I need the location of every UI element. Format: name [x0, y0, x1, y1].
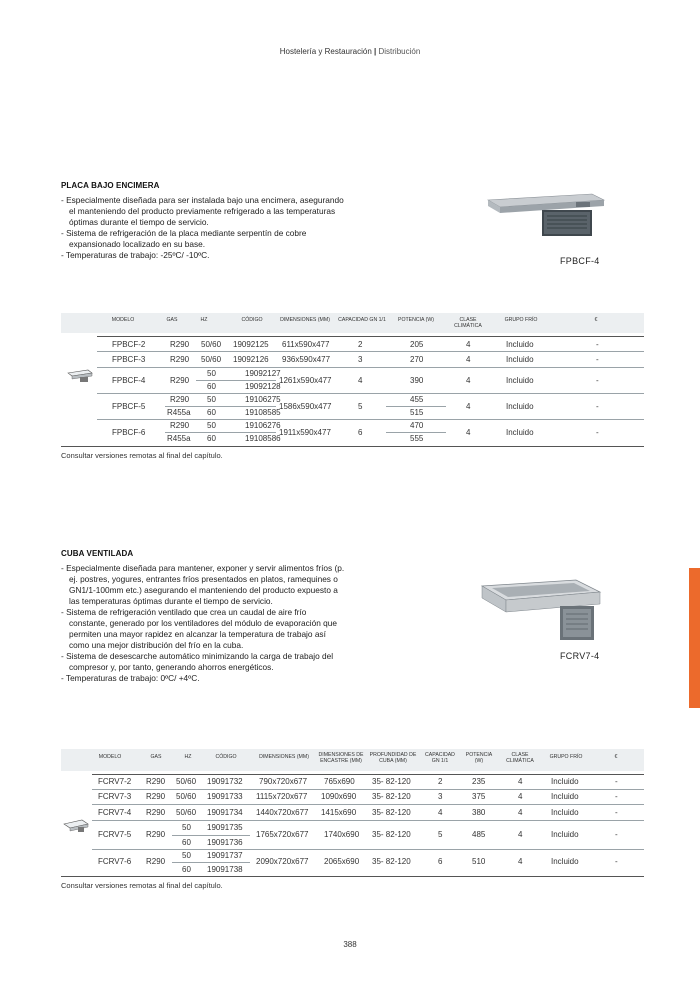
table1-subdivider: [165, 432, 276, 433]
table1-col-hz: HZ: [200, 317, 208, 323]
section1-note: Consultar versiones remotas al final del capítulo.: [61, 451, 223, 460]
table2-col-clase: CLASE CLIMÁTICA: [506, 752, 534, 764]
section2-bullet: - Especialmente diseñada para mantener, exponer y servir alimentos fríos (p. ej. postres, yogures, entrantes fríos presentados en platos, ramequines o GN1/1-100mm etc.) asegurando el manteniendo del producto expuesto a las temperaturas óptimas durante el tiempo de servicio.: [61, 563, 346, 607]
table2-cell-enc: 1740x690: [324, 830, 360, 839]
table2-cell-modelo: FCRV7-5: [98, 830, 132, 839]
section1-bullets: [61, 195, 351, 261]
table1-cell-cap: 2: [358, 340, 363, 349]
table1-cell-hz: 50: [207, 421, 216, 430]
table1-cell-clase: 4: [466, 402, 471, 411]
table1-cell-gas: R290: [170, 376, 190, 385]
table1-col-potencia: POTENCIA (W): [397, 317, 435, 323]
table1-cell-modelo: FPBCF-4: [112, 376, 146, 385]
table1-cell-dim: 1911x590x477: [279, 428, 331, 437]
table1-cell-grupo: Incluido: [506, 376, 534, 385]
table1-cell-gas: R455a: [167, 408, 191, 417]
table2-cell-pot: 380: [472, 808, 486, 817]
table1-cell-gas: R290: [170, 340, 190, 349]
table1-col-gas: GAS: [166, 317, 178, 323]
table1-cell-clase: 4: [466, 355, 471, 364]
table1-cell-grupo: Incluido: [506, 340, 534, 349]
table2-cell-codigo: 19091735: [207, 823, 243, 832]
table2-cell-dim: 2090x720x677: [256, 857, 309, 866]
table1-cell-dim: 1261x590x477: [279, 376, 332, 385]
table1-cell-gas: R290: [170, 421, 190, 430]
table1-cell-hz: 50: [207, 395, 216, 404]
table1-divider: [97, 351, 644, 352]
table1-cell-pot: 390: [410, 376, 424, 385]
fcrv7-product-image: [478, 578, 608, 648]
table2-cell-hz: 50/60: [176, 792, 197, 801]
table1-cell-dim: 936x590x477: [282, 355, 331, 364]
table2-cell-precio: -: [615, 830, 618, 839]
table2-cell-codigo: 19091733: [207, 792, 243, 801]
table2-col-encastre: DIMENSIONES DE ENCASTRE (MM): [318, 752, 364, 764]
table1-cell-codigo: 19108586: [245, 434, 281, 443]
table1-cell-pot: 455: [410, 395, 424, 404]
table2-cell-grupo: Incluido: [551, 777, 579, 786]
fpbcf-thumbnail-icon: [66, 368, 94, 384]
table2-cell-gas: R290: [146, 857, 166, 866]
table2-cell-pot: 375: [472, 792, 486, 801]
table2-cell-gas: R290: [146, 808, 166, 817]
table2-cell-grupo: Incluido: [551, 792, 579, 801]
section2-product-label: FCRV7-4: [560, 651, 600, 661]
fpbcf-product-image: [480, 190, 610, 250]
table2-divider: [92, 849, 644, 850]
table2-divider: [92, 820, 644, 821]
table2-cell-hz: 60: [182, 838, 191, 847]
header-separator: |: [374, 47, 377, 56]
table2-cell-enc: 2065x690: [324, 857, 360, 866]
fcrv7-thumbnail-icon: [62, 818, 90, 834]
table1-cell-pot: 470: [410, 421, 424, 430]
table2-cell-dim: 790x720x677: [259, 777, 308, 786]
section1-title: PLACA BAJO ENCIMERA: [61, 181, 160, 190]
table1-cell-cap: 3: [358, 355, 363, 364]
table2-cell-precio: -: [615, 777, 618, 786]
table2-cell-clase: 4: [518, 808, 523, 817]
page-number: 388: [343, 940, 357, 949]
table1-col-codigo: CÓDIGO: [241, 317, 263, 323]
table1-col-grupo: GRUPO FRÍO: [504, 317, 538, 323]
table1-cell-hz: 50/60: [201, 340, 222, 349]
table2-cell-codigo: 19091732: [207, 777, 243, 786]
table1-cell-clase: 4: [466, 340, 471, 349]
table1-col-modelo: MODELO: [111, 317, 135, 323]
table2-cell-gas: R290: [146, 777, 166, 786]
table1-col-precio: €: [594, 317, 598, 323]
table1-cell-modelo: FPBCF-5: [112, 402, 146, 411]
table1-subdivider: [386, 406, 446, 407]
table2-cell-enc: 765x690: [324, 777, 355, 786]
table2-cell-modelo: FCRV7-3: [98, 792, 132, 801]
table1-cell-hz: 50/60: [201, 355, 222, 364]
table2-cell-precio: -: [615, 792, 618, 801]
table2-cell-codigo: 19091738: [207, 865, 243, 874]
table2-cell-cap: 6: [438, 857, 443, 866]
table1-cell-pot: 555: [410, 434, 424, 443]
table2-cell-hz: 50/60: [176, 808, 197, 817]
table2-cell-modelo: FCRV7-6: [98, 857, 132, 866]
table2-cell-grupo: Incluido: [551, 857, 579, 866]
table1-cell-cap: 4: [358, 376, 363, 385]
table2-divider: [92, 789, 644, 790]
header-sub: Distribución: [378, 47, 421, 56]
table1-cell-gas: R290: [170, 355, 190, 364]
table1-bottom-border: [61, 446, 644, 447]
section2-title: CUBA VENTILADA: [61, 549, 134, 558]
table1-cell-hz: 60: [207, 382, 216, 391]
table1-cell-pot: 515: [410, 408, 424, 417]
table2-cell-codigo: 19091734: [207, 808, 243, 817]
section1-bullet: - Sistema de refrigeración de la placa mediante serpentín de cobre expansionado localizado en su base.: [61, 228, 351, 250]
table2-cell-dim: 1765x720x677: [256, 830, 309, 839]
table2-cell-dim: 1115x720x677: [256, 792, 308, 801]
table1-cell-codigo: 19092128: [245, 382, 281, 391]
table1-cell-codigo: 19092127: [245, 369, 281, 378]
table1-subdivider: [386, 432, 446, 433]
section2-bullet: - Sistema de desescarche automático minimizando la carga de trabajo del compresor y, por tanto, generando ahorros energéticos.: [61, 651, 346, 673]
table1-cell-clase: 4: [466, 428, 471, 437]
table2-cell-cap: 2: [438, 777, 443, 786]
table2-cell-clase: 4: [518, 857, 523, 866]
table2-divider: [92, 774, 644, 775]
table2-col-profundidad: PROFUNDIDAD DE CUBA (MM): [369, 752, 417, 764]
table1-cell-precio: -: [596, 340, 599, 349]
table2-subdivider: [172, 862, 250, 863]
table2-cell-cap: 5: [438, 830, 443, 839]
table1-cell-hz: 50: [207, 369, 216, 378]
table1-cell-gas: R290: [170, 395, 190, 404]
table2-col-modelo: MODELO: [98, 754, 122, 760]
table1-cell-precio: -: [596, 402, 599, 411]
table2-bottom-border: [61, 876, 644, 877]
table2-cell-modelo: FCRV7-2: [98, 777, 132, 786]
table2-cell-prof: 35- 82-120: [372, 792, 411, 801]
table1-cell-pot: 205: [410, 340, 424, 349]
table1-cell-codigo: 19106276: [245, 421, 281, 430]
table1-cell-dim: 1586x590x477: [279, 402, 332, 411]
table1-divider: [97, 336, 644, 337]
table1-header: [61, 313, 644, 333]
table2-cell-enc: 1090x690: [321, 792, 357, 801]
table2-cell-prof: 35- 82-120: [372, 830, 411, 839]
page-header: [0, 47, 700, 56]
table2-cell-hz: 50/60: [176, 777, 197, 786]
table1-cell-modelo: FPBCF-3: [112, 355, 146, 364]
table1-cell-precio: -: [596, 428, 599, 437]
section2-note: Consultar versiones remotas al final del capítulo.: [61, 881, 223, 890]
table1-cell-grupo: Incluido: [506, 402, 534, 411]
section1-bullet: - Temperaturas de trabajo: -25ºC/ -10ºC.: [61, 250, 351, 261]
table1-cell-clase: 4: [466, 376, 471, 385]
table2-cell-cap: 4: [438, 808, 443, 817]
table2-cell-clase: 4: [518, 830, 523, 839]
table2-col-hz: HZ: [184, 754, 192, 760]
section1-bullet: - Especialmente diseñada para ser instalada bajo una encimera, asegurando el manteniendo del producto previamente refrigerado a las temperaturas óptimas durante el tiempo de servicio.: [61, 195, 351, 228]
table2-subdivider: [172, 835, 250, 836]
table2-cell-codigo: 19091737: [207, 851, 243, 860]
table2-cell-clase: 4: [518, 792, 523, 801]
table2-col-grupo: GRUPO FRÍO: [549, 754, 583, 760]
table1-cell-codigo: 19106275: [245, 395, 281, 404]
table2-col-gas: GAS: [150, 754, 162, 760]
table1-subdivider: [196, 380, 276, 381]
table2-cell-pot: 235: [472, 777, 486, 786]
section1-product-label: FPBCF-4: [560, 256, 600, 266]
table2-col-capacidad: CAPACIDAD GN 1/1: [425, 752, 455, 764]
table2-cell-prof: 35- 82-120: [372, 777, 411, 786]
section2-bullet: - Temperaturas de trabajo: 0ºC/ +4ºC.: [61, 673, 346, 684]
table1-cell-dim: 611x590x477: [282, 340, 330, 349]
table2-cell-cap: 3: [438, 792, 443, 801]
table2-cell-modelo: FCRV7-4: [98, 808, 132, 817]
header-main: Hostelería y Restauración: [279, 47, 372, 56]
table2-cell-enc: 1415x690: [321, 808, 357, 817]
table2-col-dimensiones: DIMENSIONES (MM): [259, 754, 309, 760]
table2-cell-hz: 50: [182, 823, 191, 832]
table2-cell-prof: 35- 82-120: [372, 808, 411, 817]
table1-cell-gas: R455a: [167, 434, 191, 443]
table2-col-precio: €: [614, 754, 618, 760]
table2-cell-precio: -: [615, 857, 618, 866]
table1-cell-precio: -: [596, 376, 599, 385]
table2-cell-grupo: Incluido: [551, 830, 579, 839]
table1-cell-hz: 60: [207, 434, 216, 443]
table2-cell-precio: -: [615, 808, 618, 817]
chapter-tab: [689, 568, 700, 708]
table1-divider: [97, 393, 644, 394]
table2-col-potencia: POTENCIA (W): [465, 752, 493, 764]
table2-cell-pot: 510: [472, 857, 486, 866]
table2-cell-prof: 35- 82-120: [372, 857, 411, 866]
table1-divider: [97, 419, 644, 420]
table2-cell-clase: 4: [518, 777, 523, 786]
table1-cell-modelo: FPBCF-2: [112, 340, 146, 349]
table1-cell-codigo: 19092126: [233, 355, 269, 364]
table1-cell-cap: 5: [358, 402, 363, 411]
table2-cell-pot: 485: [472, 830, 486, 839]
table1-col-clase: CLASE CLIMÁTICA: [454, 317, 482, 329]
table1-col-dimensiones: DIMENSIONES (MM): [280, 317, 330, 323]
table2-cell-dim: 1440x720x677: [256, 808, 309, 817]
table1-cell-grupo: Incluido: [506, 428, 534, 437]
table1-cell-precio: -: [596, 355, 599, 364]
table1-cell-codigo: 19092125: [233, 340, 269, 349]
table2-cell-hz: 50: [182, 851, 191, 860]
table2-cell-codigo: 19091736: [207, 838, 243, 847]
table1-cell-cap: 6: [358, 428, 363, 437]
table1-cell-hz: 60: [207, 408, 216, 417]
table2-divider: [92, 804, 644, 805]
table1-cell-pot: 270: [410, 355, 424, 364]
table2-cell-gas: R290: [146, 830, 166, 839]
table1-subdivider: [165, 406, 276, 407]
table2-cell-hz: 60: [182, 865, 191, 874]
table2-cell-grupo: Incluido: [551, 808, 579, 817]
table2-col-codigo: CÓDIGO: [215, 754, 237, 760]
section2-bullet: - Sistema de refrigeración ventilado que crea un caudal de aire frío constante, generado por los ventiladores del módulo de evaporación que permiten una mayor rapidez en alcanzar la temperatura de trabajo así como una mejor distribución del frío en la cuba.: [61, 607, 346, 651]
table1-cell-codigo: 19108585: [245, 408, 281, 417]
table1-cell-modelo: FPBCF-6: [112, 428, 146, 437]
table1-cell-grupo: Incluido: [506, 355, 534, 364]
table1-divider: [97, 367, 644, 368]
table2-cell-gas: R290: [146, 792, 166, 801]
section2-bullets: [61, 563, 346, 684]
table1-col-capacidad: CAPACIDAD GN 1/1: [338, 317, 386, 323]
